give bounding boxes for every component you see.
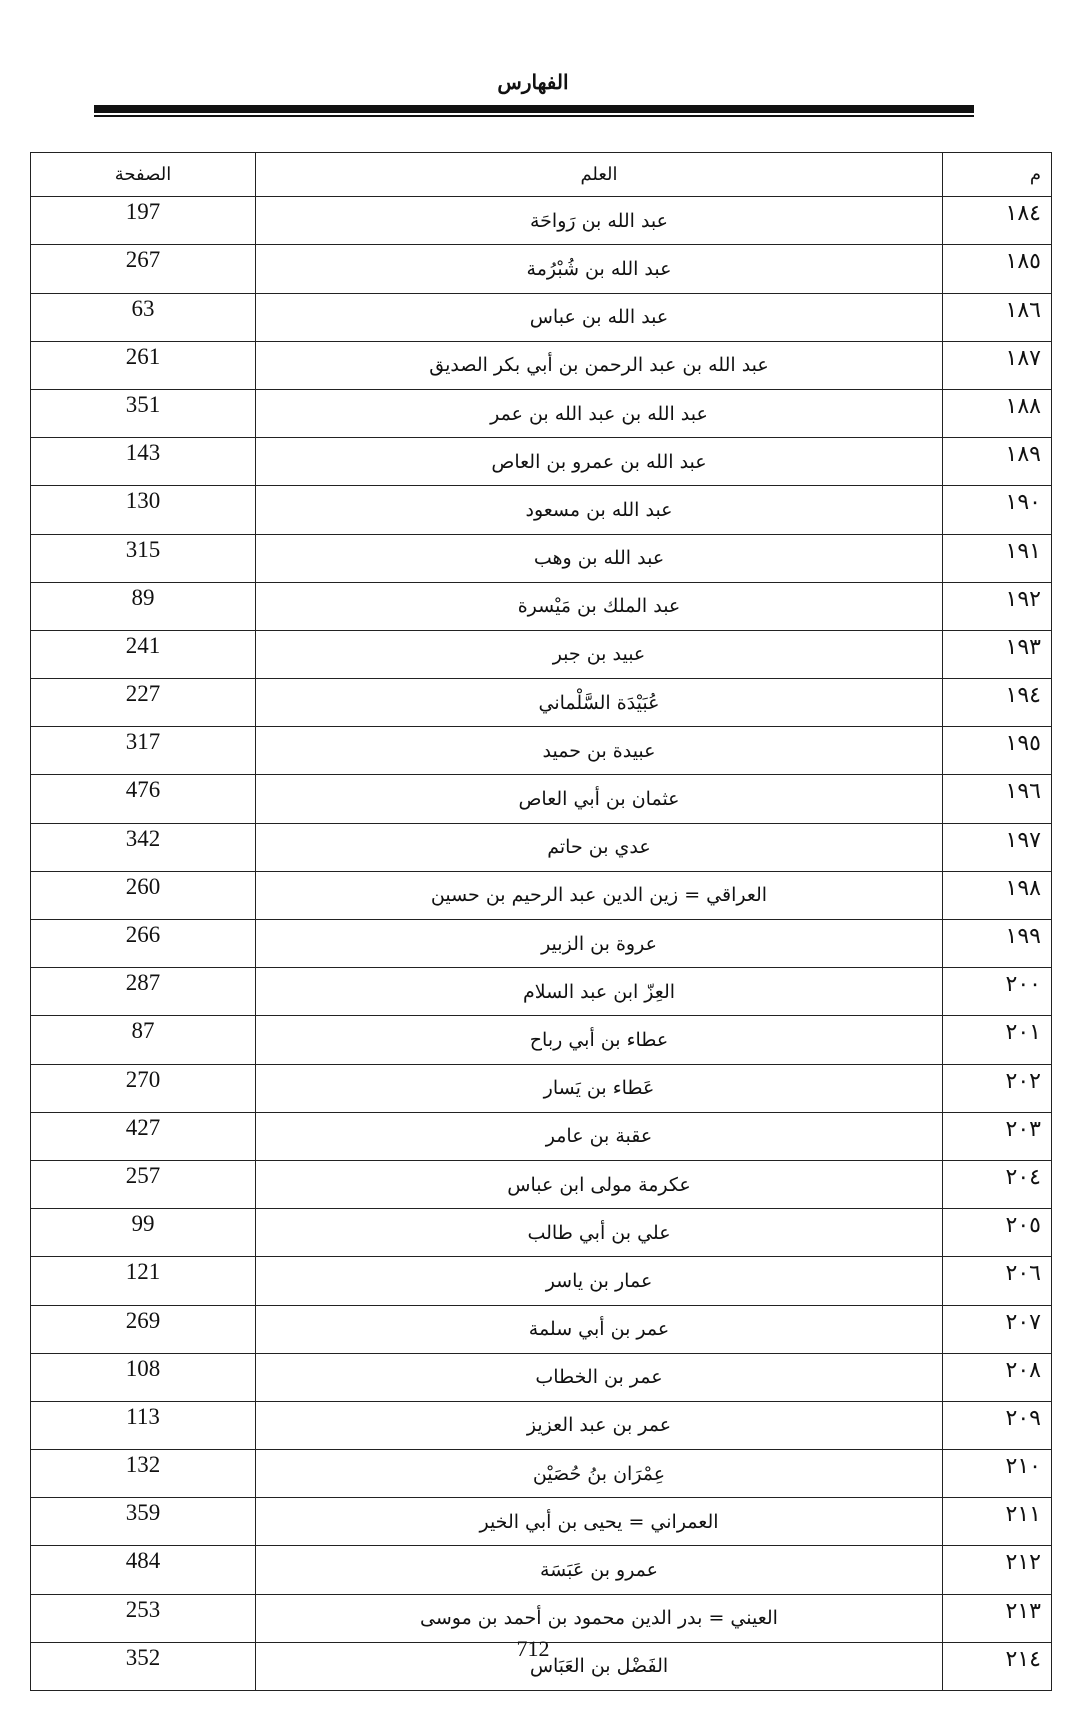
table-row — [31, 534, 1052, 582]
number-cell: ١٩١ — [943, 534, 1052, 582]
page-cell: 269 — [31, 1305, 256, 1353]
name-cell: عمر بن عبد العزيز — [256, 1401, 943, 1449]
page-cell: 227 — [31, 679, 256, 727]
header-rule-thin — [94, 115, 974, 117]
number-cell: ٢١٤ — [943, 1642, 1052, 1690]
name-cell: عمار بن ياسر — [256, 1257, 943, 1305]
page-number: 712 — [516, 1636, 550, 1661]
name-cell: عِمْرَان بنُ حُصَيْن — [256, 1450, 943, 1498]
table-row — [31, 679, 1052, 727]
number-cell: ١٩٤ — [943, 679, 1052, 727]
table-row — [31, 823, 1052, 871]
page-cell: 87 — [31, 1016, 256, 1064]
name-cell: عثمان بن أبي العاص — [256, 775, 943, 823]
page-cell: 359 — [31, 1498, 256, 1546]
number-cell: ١٩٧ — [943, 823, 1052, 871]
table-row — [31, 245, 1052, 293]
name-cell: العِزّ ابن عبد السلام — [256, 968, 943, 1016]
table-row — [31, 1112, 1052, 1160]
page-cell: 484 — [31, 1546, 256, 1594]
page-cell: 132 — [31, 1450, 256, 1498]
page-cell: 352 — [31, 1642, 256, 1690]
table-row — [31, 582, 1052, 630]
number-cell: ٢٠٥ — [943, 1209, 1052, 1257]
page-cell: 351 — [31, 389, 256, 437]
number-cell: ١٩٠ — [943, 486, 1052, 534]
number-cell: ٢٠٦ — [943, 1257, 1052, 1305]
table-row — [31, 341, 1052, 389]
table-row — [31, 871, 1052, 919]
name-cell: عمر بن الخطاب — [256, 1353, 943, 1401]
page-cell: 89 — [31, 582, 256, 630]
table-row — [31, 1305, 1052, 1353]
page-cell: 260 — [31, 871, 256, 919]
name-cell: عبد الملك بن مَيْسرة — [256, 582, 943, 630]
table-row — [31, 1160, 1052, 1208]
table-row — [31, 1257, 1052, 1305]
table-row — [31, 486, 1052, 534]
number-cell: ٢١٣ — [943, 1594, 1052, 1642]
name-cell: عقبة بن عامر — [256, 1112, 943, 1160]
page-header-title: الفهارس — [497, 70, 569, 94]
number-cell: ٢٠١ — [943, 1016, 1052, 1064]
name-cell: عروة بن الزبير — [256, 920, 943, 968]
table-row — [31, 920, 1052, 968]
table-row — [31, 197, 1052, 245]
page-cell: 99 — [31, 1209, 256, 1257]
number-cell: ١٨٤ — [943, 197, 1052, 245]
name-cell: العمراني = يحيى بن أبي الخير — [256, 1498, 943, 1546]
number-cell: ٢٠٠ — [943, 968, 1052, 1016]
number-cell: ١٩٨ — [943, 871, 1052, 919]
table-header-row — [31, 153, 1052, 197]
name-cell: عَطاء بن يَسار — [256, 1064, 943, 1112]
page-cell: 241 — [31, 630, 256, 678]
table-row — [31, 1353, 1052, 1401]
number-cell: ١٨٧ — [943, 341, 1052, 389]
page-cell: 63 — [31, 293, 256, 341]
page-cell: 261 — [31, 341, 256, 389]
table-row — [31, 438, 1052, 486]
number-cell: ٢٠٨ — [943, 1353, 1052, 1401]
name-cell: عبد الله بن مسعود — [256, 486, 943, 534]
number-cell: ١٨٨ — [943, 389, 1052, 437]
table-body — [31, 197, 1052, 1691]
name-cell: عبد الله بن عمرو بن العاص — [256, 438, 943, 486]
table-row — [31, 1450, 1052, 1498]
number-cell: ٢١٠ — [943, 1450, 1052, 1498]
name-cell: عكرمة مولى ابن عباس — [256, 1160, 943, 1208]
table-row — [31, 1209, 1052, 1257]
name-cell: عبد الله بن شُبْرُمة — [256, 245, 943, 293]
number-cell: ٢٠٣ — [943, 1112, 1052, 1160]
column-header-name: العلم — [256, 153, 943, 197]
name-cell: عبد الله بن وهب — [256, 534, 943, 582]
table-row — [31, 630, 1052, 678]
table-row — [31, 1498, 1052, 1546]
name-cell: عبد الله بن عبد الرحمن بن أبي بكر الصديق — [256, 341, 943, 389]
name-cell: عمرو بن عَبَسَة — [256, 1546, 943, 1594]
page-cell: 315 — [31, 534, 256, 582]
table-row — [31, 1546, 1052, 1594]
name-cell: عُبَيْدَة السَّلْماني — [256, 679, 943, 727]
page-cell: 266 — [31, 920, 256, 968]
column-header-page: الصفحة — [31, 153, 256, 197]
header-rule-thick — [94, 105, 974, 113]
page-cell: 143 — [31, 438, 256, 486]
name-cell: عمر بن أبي سلمة — [256, 1305, 943, 1353]
number-cell: ١٩٢ — [943, 582, 1052, 630]
name-cell: عبد الله بن عباس — [256, 293, 943, 341]
table-row — [31, 1401, 1052, 1449]
page-cell: 270 — [31, 1064, 256, 1112]
names-index-table — [30, 152, 1052, 1691]
name-cell: عدي بن حاتم — [256, 823, 943, 871]
name-cell: عبد الله بن عبد الله بن عمر — [256, 389, 943, 437]
number-cell: ٢٠٧ — [943, 1305, 1052, 1353]
table-row — [31, 775, 1052, 823]
table-row — [31, 1064, 1052, 1112]
name-cell: عطاء بن أبي رباح — [256, 1016, 943, 1064]
page-cell: 342 — [31, 823, 256, 871]
column-header-number: م — [943, 153, 1052, 197]
number-cell: ٢٠٤ — [943, 1160, 1052, 1208]
number-cell: ١٩٣ — [943, 630, 1052, 678]
name-cell: عبيدة بن حميد — [256, 727, 943, 775]
page-cell: 197 — [31, 197, 256, 245]
number-cell: ٢٠٢ — [943, 1064, 1052, 1112]
table-row — [31, 293, 1052, 341]
name-cell: العيني = بدر الدين محمود بن أحمد بن موسى — [256, 1594, 943, 1642]
page-cell: 317 — [31, 727, 256, 775]
table-row — [31, 389, 1052, 437]
table-row — [31, 727, 1052, 775]
page-cell: 287 — [31, 968, 256, 1016]
number-cell: ٢١١ — [943, 1498, 1052, 1546]
name-cell: الفَضْل بن العَبَاس — [256, 1642, 943, 1690]
page-cell: 257 — [31, 1160, 256, 1208]
name-cell: عبد الله بن رَواحَة — [256, 197, 943, 245]
number-cell: ١٩٩ — [943, 920, 1052, 968]
page-cell: 427 — [31, 1112, 256, 1160]
name-cell: عبيد بن جبر — [256, 630, 943, 678]
page-cell: 253 — [31, 1594, 256, 1642]
page-cell: 108 — [31, 1353, 256, 1401]
number-cell: ١٩٦ — [943, 775, 1052, 823]
number-cell: ٢٠٩ — [943, 1401, 1052, 1449]
page-cell: 130 — [31, 486, 256, 534]
name-cell: علي بن أبي طالب — [256, 1209, 943, 1257]
table-row — [31, 1016, 1052, 1064]
number-cell: ١٨٩ — [943, 438, 1052, 486]
number-cell: ٢١٢ — [943, 1546, 1052, 1594]
table-row — [31, 968, 1052, 1016]
number-cell: ١٨٥ — [943, 245, 1052, 293]
page-cell: 267 — [31, 245, 256, 293]
page-cell: 476 — [31, 775, 256, 823]
name-cell: العراقي = زين الدين عبد الرحيم بن حسين — [256, 871, 943, 919]
page-cell: 113 — [31, 1401, 256, 1449]
page-cell: 121 — [31, 1257, 256, 1305]
number-cell: ١٨٦ — [943, 293, 1052, 341]
number-cell: ١٩٥ — [943, 727, 1052, 775]
